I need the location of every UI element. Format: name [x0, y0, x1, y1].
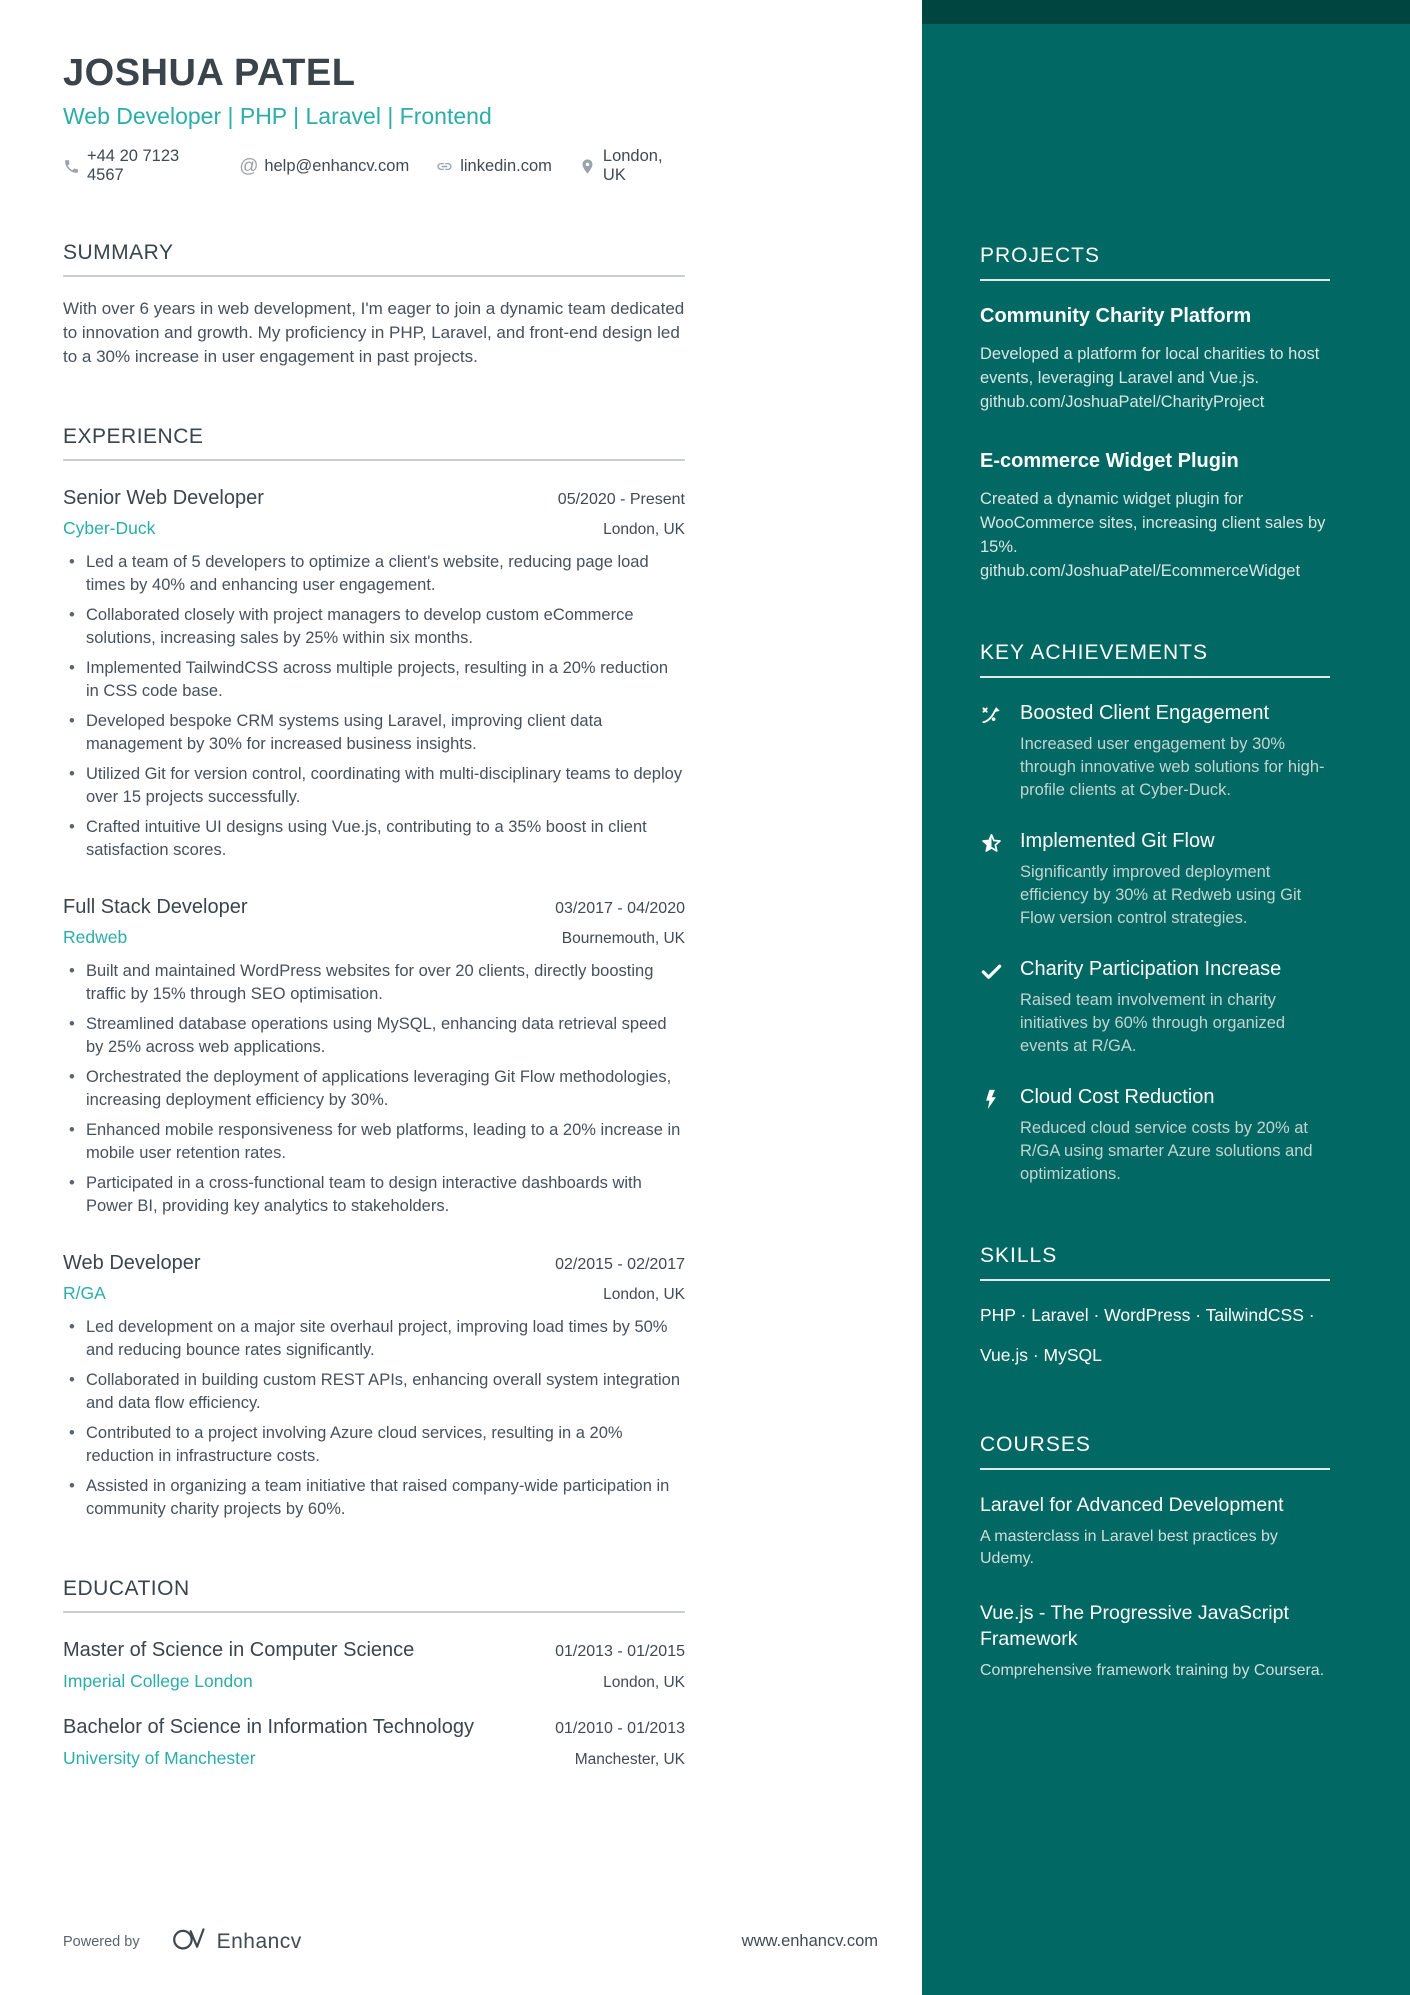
strategy-arrow-icon — [980, 702, 1020, 802]
education-entry — [63, 1639, 685, 1692]
contact-row — [63, 147, 685, 185]
contact-phone-text: +44 20 7123 4567 — [87, 147, 180, 184]
job-bullet-list — [63, 960, 685, 1218]
job-bullet: • Crafted intuitive UI designs using Vue.js, contributing to a 35% boost in client satisfaction scores. — [63, 816, 685, 862]
education-heading: EDUCATION — [63, 1577, 190, 1600]
school-location: Manchester, UK — [574, 1751, 685, 1768]
achievement-title: Boosted Client Engagement — [1020, 702, 1270, 724]
achievement-description: Significantly improved deployment efficiency by 30% at Redweb using Git Flow version control strategies. — [1020, 863, 1302, 927]
project-title: Community Charity Platform — [980, 305, 1252, 327]
degree-dates: 01/2013 - 01/2015 — [555, 1643, 685, 1660]
achievement-description: Reduced cloud service costs by 20% at R/GA using smarter Azure solutions and optimizations. — [1020, 1119, 1313, 1183]
phone-icon — [63, 158, 80, 175]
experience-heading: EXPERIENCE — [63, 425, 204, 448]
achievement-title: Charity Participation Increase — [1020, 958, 1282, 980]
achievement-entry — [980, 830, 1330, 930]
achievement-title: Implemented Git Flow — [1020, 830, 1215, 852]
achievement-entry — [980, 702, 1330, 802]
achievement-title: Cloud Cost Reduction — [1020, 1086, 1215, 1108]
experience-section — [63, 425, 685, 1521]
job-title: Web Developer — [63, 1252, 201, 1274]
footer — [63, 1926, 878, 1957]
powered-by-label: Powered by — [63, 1933, 140, 1950]
education-entry — [63, 1716, 685, 1769]
job-bullet: • Led a team of 5 developers to optimize a client's website, reducing page load times by 40% and enhancing user engagement. — [63, 551, 685, 597]
achievement-body — [1020, 1086, 1330, 1186]
projects-heading: PROJECTS — [980, 244, 1101, 267]
achievements-heading: KEY ACHIEVEMENTS — [980, 641, 1209, 664]
skills-list: PHP · Laravel · WordPress · TailwindCSS · Vue.js · MySQL — [980, 1305, 1315, 1365]
course-title: Vue.js - The Progressive JavaScript Framework — [980, 1602, 1289, 1650]
education-divider — [63, 1611, 685, 1613]
project-entry — [980, 450, 1330, 583]
job-bullet: • Enhanced mobile responsiveness for web platforms, leading to a 20% increase in mobile user retention rates. — [63, 1119, 685, 1165]
school-location: London, UK — [603, 1674, 685, 1691]
job-bullet-list — [63, 1316, 685, 1521]
footer-url[interactable]: www.enhancv.com — [741, 1932, 878, 1950]
summary-heading: SUMMARY — [63, 241, 174, 264]
candidate-title: Web Developer | PHP | Laravel | Frontend — [63, 103, 492, 129]
job-bullet-list — [63, 551, 685, 862]
check-icon — [980, 958, 1020, 1058]
contact-email[interactable] — [240, 157, 409, 176]
course-entry — [980, 1492, 1330, 1570]
school-name: Imperial College London — [63, 1671, 253, 1691]
job-bullet: • Implemented TailwindCSS across multiple projects, resulting in a 20% reduction in CSS code base. — [63, 657, 685, 703]
project-entry — [980, 305, 1330, 414]
candidate-name: JOSHUA PATEL — [63, 52, 356, 94]
job-company: R/GA — [63, 1283, 106, 1303]
education-section — [63, 1577, 685, 1769]
experience-divider — [63, 459, 685, 461]
achievement-body — [1020, 830, 1330, 930]
achievement-body — [1020, 958, 1330, 1058]
job-company: Redweb — [63, 927, 128, 947]
project-description: Created a dynamic widget plugin for WooCommerce sites, increasing client sales by 15%. — [980, 490, 1326, 556]
sidebar-column — [922, 0, 1410, 1682]
bolt-icon — [980, 1086, 1020, 1186]
projects-section — [980, 244, 1330, 583]
job-bullet: • Assisted in organizing a team initiative that raised company-wide participation in community charity projects by 60%. — [63, 1475, 685, 1521]
job-location: London, UK — [603, 1286, 685, 1303]
contact-location — [579, 147, 685, 185]
job-bullet: • Utilized Git for version control, coordinating with multi-disciplinary teams to deploy over 15 projects successfully. — [63, 763, 685, 809]
job-entry — [63, 487, 685, 862]
job-bullet: • Collaborated in building custom REST APIs, enhancing overall system integration and data flow efficiency. — [63, 1369, 685, 1415]
contact-linkedin-text[interactable]: linkedin.com — [460, 156, 552, 175]
enhancv-brand-name: Enhancv — [216, 1929, 302, 1953]
project-link[interactable]: github.com/JoshuaPatel/EcommerceWidget — [980, 562, 1301, 580]
contact-linkedin[interactable] — [436, 157, 552, 176]
courses-section — [980, 1433, 1330, 1682]
degree-title: Master of Science in Computer Science — [63, 1639, 415, 1661]
job-location: Bournemouth, UK — [561, 930, 685, 947]
project-description: Developed a platform for local charities to host events, leveraging Laravel and Vue.js. — [980, 345, 1320, 387]
achievement-description: Raised team involvement in charity initiatives by 60% through organized events at R/GA. — [1020, 991, 1286, 1055]
job-bullet: • Contributed to a project involving Azure cloud services, resulting in a 20% reduction in infrastructure costs. — [63, 1422, 685, 1468]
job-entry — [63, 1252, 685, 1521]
degree-dates: 01/2010 - 01/2013 — [555, 1720, 685, 1737]
job-bullet: • Led development on a major site overhaul project, improving load times by 50% and reducing bounce rates significantly. — [63, 1316, 685, 1362]
project-link[interactable]: github.com/JoshuaPatel/CharityProject — [980, 393, 1265, 411]
job-bullet: • Participated in a cross-functional team to design interactive dashboards with Power BI, providing key analytics to stakeholders. — [63, 1172, 685, 1218]
contact-email-text[interactable]: help@enhancv.com — [264, 156, 410, 175]
project-title: E-commerce Widget Plugin — [980, 450, 1239, 472]
summary-text: With over 6 years in web development, I'm eager to join a dynamic team dedicated to innovation and growth. My proficiency in PHP, Laravel, and front-end design led to a 30% increase in user engagement in past projects. — [63, 299, 685, 366]
at-icon: @ — [239, 155, 259, 177]
contact-location-text: London, UK — [602, 147, 663, 184]
courses-divider — [980, 1468, 1330, 1470]
course-title: Laravel for Advanced Development — [980, 1494, 1284, 1516]
job-company: Cyber-Duck — [63, 518, 156, 538]
job-location: London, UK — [603, 521, 685, 538]
job-bullet: • Built and maintained WordPress websites for over 20 clients, directly boosting traffic by 15% through SEO optimisation. — [63, 960, 685, 1006]
skills-section — [980, 1244, 1330, 1375]
main-column — [63, 0, 685, 1769]
achievement-entry — [980, 1086, 1330, 1186]
link-icon — [436, 158, 453, 175]
achievements-divider — [980, 676, 1330, 678]
summary-section — [63, 241, 685, 369]
star-icon — [980, 830, 1020, 930]
course-description: Comprehensive framework training by Coursera. — [980, 1662, 1325, 1679]
school-name: University of Manchester — [63, 1748, 256, 1768]
enhancv-logo-icon — [172, 1926, 208, 1957]
job-bullet: • Collaborated closely with project managers to develop custom eCommerce solutions, increasing sales by 25% within six months. — [63, 604, 685, 650]
job-dates: 03/2017 - 04/2020 — [555, 900, 685, 917]
achievements-section — [980, 641, 1330, 1186]
location-icon — [579, 158, 596, 175]
job-bullet: • Orchestrated the deployment of applications leveraging Git Flow methodologies, increasing deployment efficiency by 30%. — [63, 1066, 685, 1112]
job-bullet: • Streamlined database operations using MySQL, enhancing data retrieval speed by 25% across web applications. — [63, 1013, 685, 1059]
projects-divider — [980, 279, 1330, 281]
skills-divider — [980, 1279, 1330, 1281]
job-dates: 02/2015 - 02/2017 — [555, 1256, 685, 1273]
job-entry — [63, 896, 685, 1218]
job-bullet: • Developed bespoke CRM systems using Laravel, improving client data management by 30% for increased business insights. — [63, 710, 685, 756]
contact-phone — [63, 147, 213, 185]
job-dates: 05/2020 - Present — [557, 491, 685, 508]
achievement-body — [1020, 702, 1330, 802]
job-title: Full Stack Developer — [63, 896, 248, 918]
course-entry — [980, 1600, 1330, 1682]
achievement-description: Increased user engagement by 30% through innovative web solutions for high-profile clients at Cyber-Duck. — [1020, 735, 1325, 799]
enhancv-brand[interactable] — [172, 1926, 302, 1957]
courses-heading: COURSES — [980, 1433, 1091, 1456]
job-title: Senior Web Developer — [63, 487, 264, 509]
course-description: A masterclass in Laravel best practices by Udemy. — [980, 1528, 1278, 1567]
achievement-entry — [980, 958, 1330, 1058]
summary-divider — [63, 275, 685, 277]
degree-title: Bachelor of Science in Information Technology — [63, 1716, 474, 1738]
skills-heading: SKILLS — [980, 1244, 1058, 1267]
